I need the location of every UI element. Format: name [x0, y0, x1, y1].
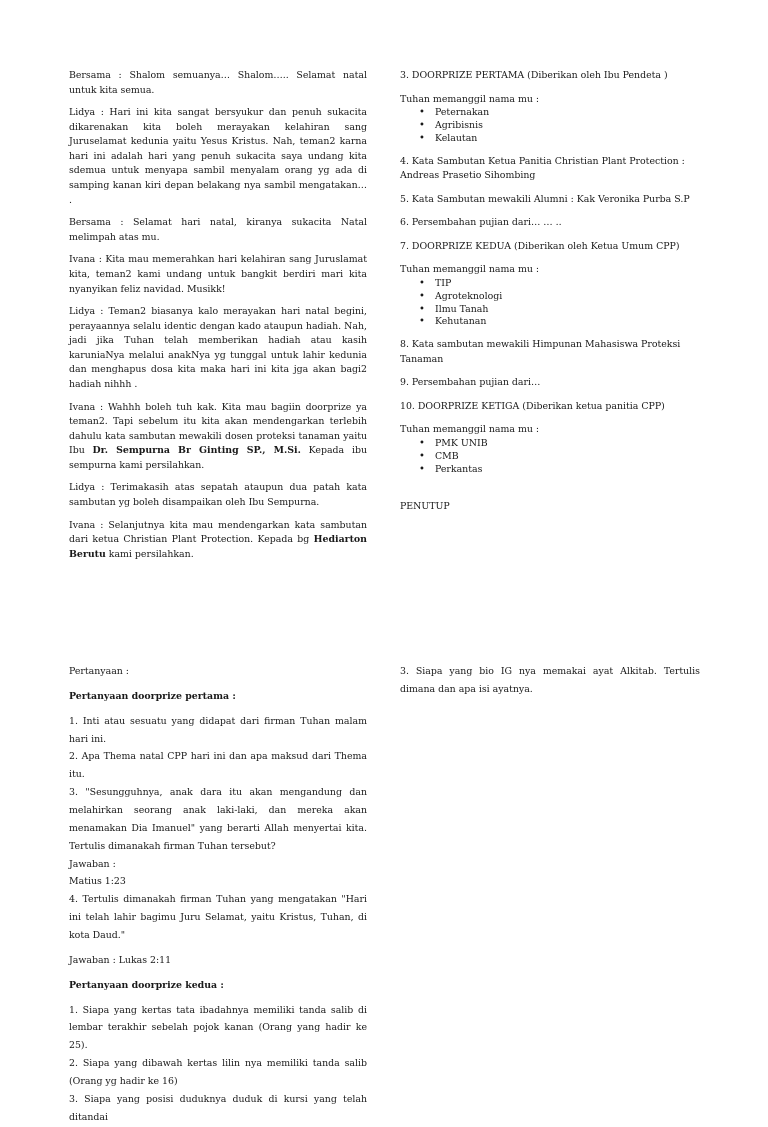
- question-3: 3. "Sesungguhnya, anak dara itu akan mengandung dan melahirkan seorang anak laki-laki, dan mereka akan menamakan Dia Imanuel" yang berarti Allah menyertai kita. Tertulis dimanakah firman Tuhan tersebut?: [69, 787, 367, 852]
- questions-right-column: [400, 663, 700, 699]
- question-2-2: 2. Siapa yang dibawah kertas lilin nya memiliki tanda salib (Orang yg hadir ke 16): [69, 1058, 367, 1088]
- closing-label: PENUTUP: [400, 501, 450, 513]
- names-label-2: Tuhan memanggil nama mu :: [400, 264, 540, 276]
- bold-heading: Pertanyaan doorprize pertama :: [69, 690, 236, 702]
- list-item: • Agribisnis: [435, 120, 700, 133]
- paragraph-ivana-next: [69, 519, 367, 563]
- question-2-1: 1. Siapa yang kertas tata ibadahnya memiliki tanda salib di lembar terakhir sebelah pojok kanan (Orang yang hadir ke 25).: [69, 1004, 367, 1052]
- list-item: • Agroteknologi: [435, 291, 700, 304]
- text: Ivana : Selanjutnya kita mau mendengarkan kata sambutan dari ketua Christian Plant Protection. Kepada bg: [69, 519, 367, 546]
- names-list-2: [400, 278, 700, 329]
- speaker-name-bold: Dr. Sempurna Br Ginting SP., M.Si.: [92, 445, 301, 457]
- script-left-column: [69, 69, 367, 570]
- question-1: 1. Inti atau sesuatu yang didapat dari firman Tuhan malam hari ini.: [69, 715, 367, 745]
- bold-heading: Pertanyaan doorprize kedua :: [69, 979, 224, 991]
- paragraph-ivana-doorprize: [69, 401, 367, 474]
- speaker-name-bold: Hediarton Berutu: [69, 534, 367, 560]
- question-right-3: 3. Siapa yang bio IG nya memakai ayat Alkitab. Tertulis dimana dan apa isi ayatnya.: [400, 666, 700, 695]
- list-item: • TIP: [435, 278, 700, 291]
- list-item: • Kehutanan: [435, 316, 700, 329]
- program-item-9: 9. Persembahan pujian dari…: [400, 377, 541, 389]
- questions-left-column: [69, 663, 367, 1127]
- text: Ivana : Wahhh boleh tuh kak. Kita mau bagiin doorprize ya teman2. Tapi sebelum itu kita akan mendengarkan terlebih dahulu kata sambutan mewakili dosen proteksi tanaman yaitu Ibu: [69, 401, 367, 457]
- program-right-column: [400, 69, 700, 524]
- program-item-6: 6. Persembahan pujian dari… … ..: [400, 217, 562, 229]
- second-doorprize-heading: [69, 977, 367, 995]
- answer-4: Jawaban : Lukas 2:11: [69, 954, 172, 966]
- answer-label: Jawaban :: [69, 858, 116, 870]
- program-item-4: 4. Kata Sambutan Ketua Panitia Christian Plant Protection : Andreas Prasetio Sihombing: [400, 155, 685, 182]
- list-item: • Perkantas: [435, 464, 700, 477]
- question-4: 4. Tertulis dimanakah firman Tuhan yang mengatakan "Hari ini telah lahir bagimu Juru Selamat, yaitu Kristus, Tuhan, di kota Daud.": [69, 894, 367, 942]
- names-label-1: Tuhan memanggil nama mu :: [400, 93, 540, 105]
- list-item: • Ilmu Tanah: [435, 304, 700, 317]
- paragraph-bersama-greeting: Bersama : Shalom semuanya… Shalom….. Selamat natal untuk kita semua.: [69, 70, 367, 96]
- program-item-3: 3. DOORPRIZE PERTAMA (Diberikan oleh Ibu Pendeta ): [400, 70, 668, 81]
- list-item: • PMK UNIB: [435, 438, 700, 451]
- paragraph-bersama-response: Bersama : Selamat hari natal, kiranya sukacita Natal melimpah atas mu.: [69, 217, 367, 243]
- program-item-7: 7. DOORPRIZE KEDUA (Diberikan oleh Ketua Umum CPP): [400, 240, 680, 252]
- question-2: 2. Apa Thema natal CPP hari ini dan apa maksud dari Thema itu.: [69, 751, 367, 781]
- names-list-1: [400, 107, 700, 145]
- paragraph-lidya-gifts: Lidya : Teman2 biasanya kalo merayakan hari natal begini, perayaannya selalu identic dengan kado ataupun hadiah. Nah, jadi jika Tuhan telah memberikan hadiah atau kasih karuniaNya melalui anakNya yg tunggal untuk lahir kedunia dan menghapus dosa kita maka hari ini kita jga akan bagi2 hadiah nihhh .: [69, 306, 367, 390]
- question-2-3: 3. Siapa yang posisi duduknya duduk di kursi yang telah ditandai: [69, 1093, 367, 1123]
- list-item: • CMB: [435, 451, 700, 464]
- text: Kepada ibu sempurna kami persilahkan.: [69, 445, 367, 471]
- list-item: • Peternakan: [435, 107, 700, 120]
- program-item-10: 10. DOORPRIZE KETIGA (Diberikan ketua panitia CPP): [400, 400, 665, 412]
- questions-heading: Pertanyaan :: [69, 666, 129, 677]
- program-item-5: 5. Kata Sambutan mewakili Alumni : Kak Veronika Purba S.P: [400, 193, 690, 205]
- answer-3: Matius 1:23: [69, 876, 126, 888]
- text: kami persilahkan.: [105, 548, 194, 560]
- names-label-3: Tuhan memanggil nama mu :: [400, 424, 540, 436]
- names-list-3: [400, 438, 700, 476]
- first-doorprize-heading: [69, 688, 367, 706]
- paragraph-lidya-intro: Lidya : Hari ini kita sangat bersyukur dan penuh sukacita dikarenakan kita boleh merayakan kelahiran sang Juruselamat kedunia yaitu Yesus Kristus. Nah, teman2 karna hari ini adalah hari yang penuh sukacita saya undang kita sdemua untuk menyapa sambil menyalam orang yg ada di samping kanan kiri depan belakang nya sambil mengatakan… .: [69, 107, 367, 206]
- paragraph-lidya-thanks: Lidya : Terimakasih atas sepatah ataupun dua patah kata sambutan yg boleh disampaikan oleh Ibu Sempurna.: [69, 482, 367, 509]
- paragraph-ivana-song: Ivana : Kita mau memerahkan hari kelahiran sang Juruslamat kita, teman2 kami undang untuk bangkit berdiri mari kita nyanyikan feliz navidad. Musikk!: [69, 254, 367, 295]
- program-item-8: 8. Kata sambutan mewakili Himpunan Mahasiswa Proteksi Tanaman: [400, 339, 681, 365]
- list-item: • Kelautan: [435, 133, 700, 146]
